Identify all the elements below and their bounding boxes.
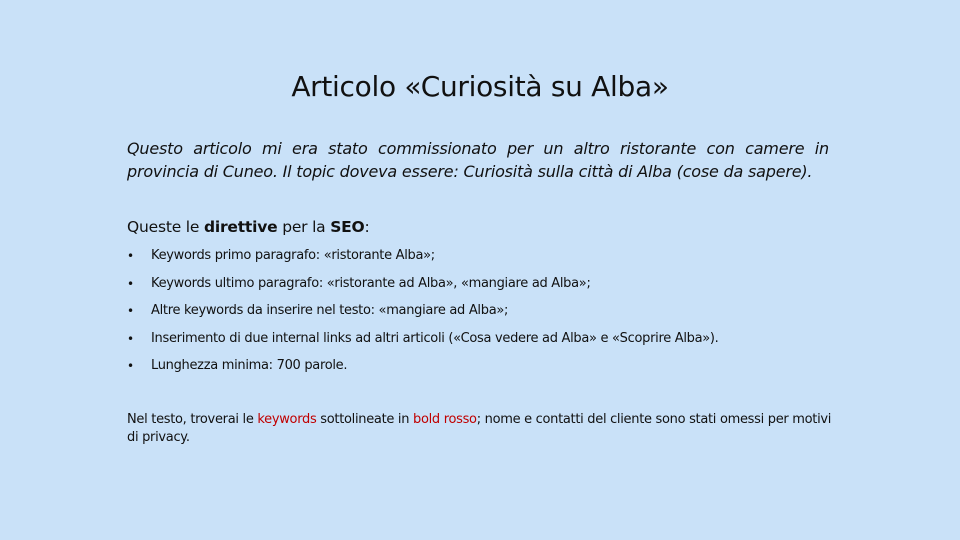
list-item	[127, 247, 719, 265]
list-item-text: Keywords primo paragrafo: «ristorante Alba»;	[151, 248, 435, 263]
footer-note	[127, 411, 837, 447]
list-item-text: Inserimento di due internal links ad altri articoli («Cosa vedere ad Alba» e «Scoprire Alba»).	[151, 330, 719, 346]
directives-list	[127, 247, 719, 385]
list-item-text: Lunghezza minima: 700 parole.	[151, 358, 348, 373]
bullet-icon: •	[127, 359, 134, 373]
bullet-icon: •	[127, 331, 134, 346]
directives-middle: per la	[277, 218, 331, 236]
directives-term: direttive	[203, 218, 278, 236]
list-item	[127, 357, 719, 375]
list-item	[127, 302, 719, 320]
list-item	[127, 330, 719, 348]
slide-title: Articolo «Curiosità su Alba»	[291, 70, 669, 103]
keywords-highlight: keywords	[257, 412, 317, 427]
bullet-icon: •	[127, 249, 134, 263]
directives-prefix: Queste le	[127, 218, 204, 236]
footer-text-1: Nel testo, troverai le	[127, 412, 258, 427]
directives-suffix: :	[364, 218, 370, 236]
directives-heading	[127, 218, 370, 236]
bullet-icon: •	[127, 304, 134, 318]
list-item	[127, 275, 719, 293]
footer-text-3: ; nome e contatti del cliente sono stati omessi per motivi di privacy.	[127, 412, 832, 445]
seo-term: SEO	[330, 218, 365, 236]
list-item-text: Keywords ultimo paragrafo: «ristorante ad Alba», «mangiare ad Alba»;	[151, 275, 591, 291]
footer-text-2: sottolineate in	[316, 412, 413, 427]
bold-rosso-highlight: bold rosso	[413, 412, 477, 427]
list-item-text: Altre keywords da inserire nel testo: «mangiare ad Alba»;	[151, 303, 509, 318]
bullet-icon: •	[127, 276, 134, 291]
intro-paragraph: Questo articolo mi era stato commissionato per un altro ristorante con camere in provincia di Cuneo. Il topic doveva essere: Curiosità sulla città di Alba (cose da sapere).	[127, 139, 829, 181]
